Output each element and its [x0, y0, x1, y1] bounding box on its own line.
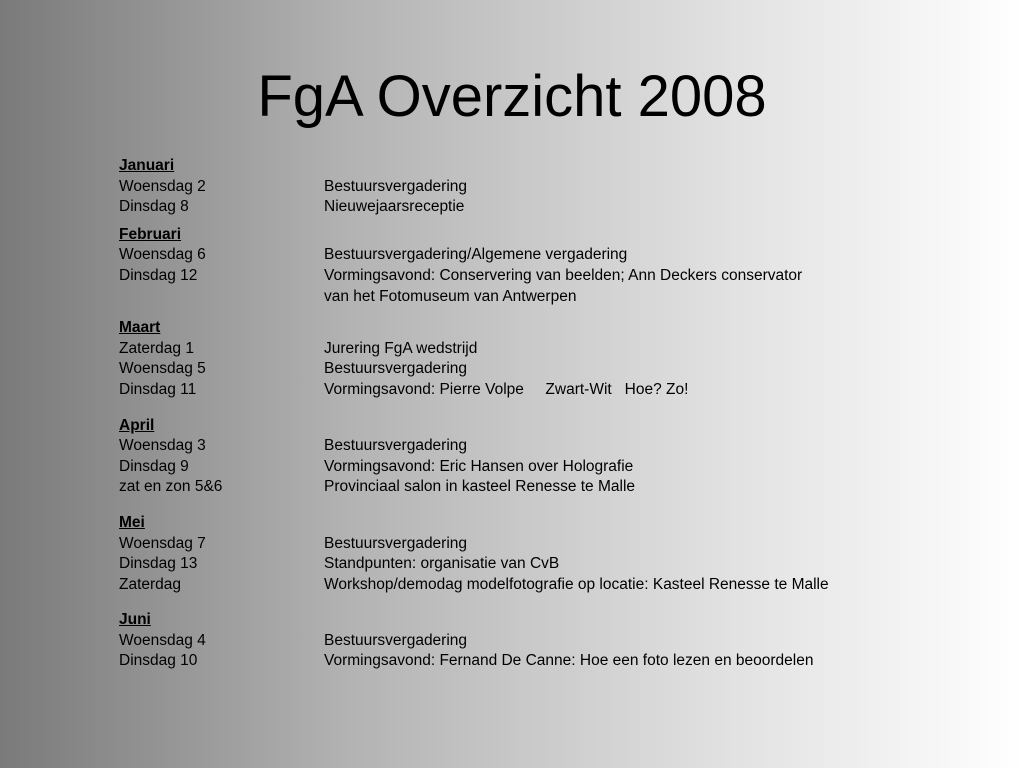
- row-event: Vormingsavond: Fernand De Canne: Hoe een foto lezen en beoordelen: [324, 652, 814, 670]
- schedule-row: [119, 534, 919, 555]
- row-event: Bestuursvergadering: [324, 631, 468, 649]
- schedule-row: [119, 631, 919, 652]
- row-day: Dinsdag 11: [119, 380, 197, 398]
- row-day: Dinsdag 9: [119, 457, 189, 475]
- row-event: Vormingsavond: Pierre Volpe Zwart-Wit Hoe? Zo!: [324, 380, 689, 398]
- month-name: Juni: [119, 611, 151, 629]
- row-event: Bestuursvergadering: [324, 177, 468, 195]
- schedule-row: [119, 245, 919, 266]
- row-day: Zaterdag: [119, 575, 182, 593]
- row-day: Dinsdag 12: [119, 266, 198, 284]
- month-name: Januari: [119, 157, 175, 174]
- row-day: [119, 287, 324, 308]
- row-day: Woensdag 7: [119, 534, 206, 552]
- month-maart: [119, 318, 919, 400]
- row-day: Woensdag 5: [119, 360, 206, 378]
- row-day: Woensdag 3: [119, 437, 206, 455]
- row-day: Dinsdag 10: [119, 652, 198, 670]
- month-april: [119, 416, 919, 498]
- month-name: Mei: [119, 513, 145, 531]
- row-event: Standpunten: organisatie van CvB: [324, 555, 560, 573]
- row-day: zat en zon 5&6: [119, 478, 223, 496]
- schedule-row: [119, 287, 919, 308]
- row-day: Zaterdag 1: [119, 339, 194, 357]
- row-event: Vormingsavond: Eric Hansen over Holografie: [324, 457, 634, 475]
- schedule-row: [119, 575, 919, 596]
- month-name: Februari: [119, 225, 182, 243]
- schedule-row: [119, 266, 919, 287]
- row-event: Bestuursvergadering: [324, 534, 468, 552]
- schedule-row: [119, 554, 919, 575]
- row-event: Provinciaal salon in kasteel Renesse te Malle: [324, 478, 636, 496]
- row-event: Nieuwejaarsreceptie: [324, 198, 465, 216]
- month-name: April: [119, 416, 155, 434]
- row-day: Dinsdag 8: [119, 198, 189, 216]
- month-januari: [119, 156, 919, 218]
- row-event: Jurering FgA wedstrijd: [324, 339, 478, 357]
- month-juni: [119, 610, 919, 672]
- schedule: [119, 156, 919, 683]
- row-day: Dinsdag 13: [119, 555, 198, 573]
- schedule-row: [119, 380, 919, 401]
- schedule-row: [119, 651, 919, 672]
- month-februari: [119, 225, 919, 307]
- schedule-row: [119, 339, 919, 360]
- row-day: Woensdag 2: [119, 177, 206, 195]
- row-day: Woensdag 6: [119, 246, 206, 264]
- month-name: Maart: [119, 319, 161, 337]
- slide-title: FgA Overzicht 2008: [257, 64, 767, 129]
- schedule-row: [119, 359, 919, 380]
- month-mei: [119, 513, 919, 595]
- schedule-row: [119, 457, 919, 478]
- row-event: Bestuursvergadering: [324, 437, 468, 455]
- row-event: Bestuursvergadering: [324, 360, 468, 378]
- schedule-row: [119, 477, 919, 498]
- row-event: Vormingsavond: Conservering van beelden; Ann Deckers conservator: [324, 266, 803, 284]
- row-event: Workshop/demodag modelfotografie op locatie: Kasteel Renesse te Malle: [324, 575, 829, 593]
- schedule-row: [119, 197, 919, 218]
- row-event: van het Fotomuseum van Antwerpen: [324, 287, 577, 305]
- schedule-row: [119, 177, 919, 198]
- schedule-row: [119, 436, 919, 457]
- row-day: Woensdag 4: [119, 631, 206, 649]
- row-event: Bestuursvergadering/Algemene vergadering: [324, 246, 628, 264]
